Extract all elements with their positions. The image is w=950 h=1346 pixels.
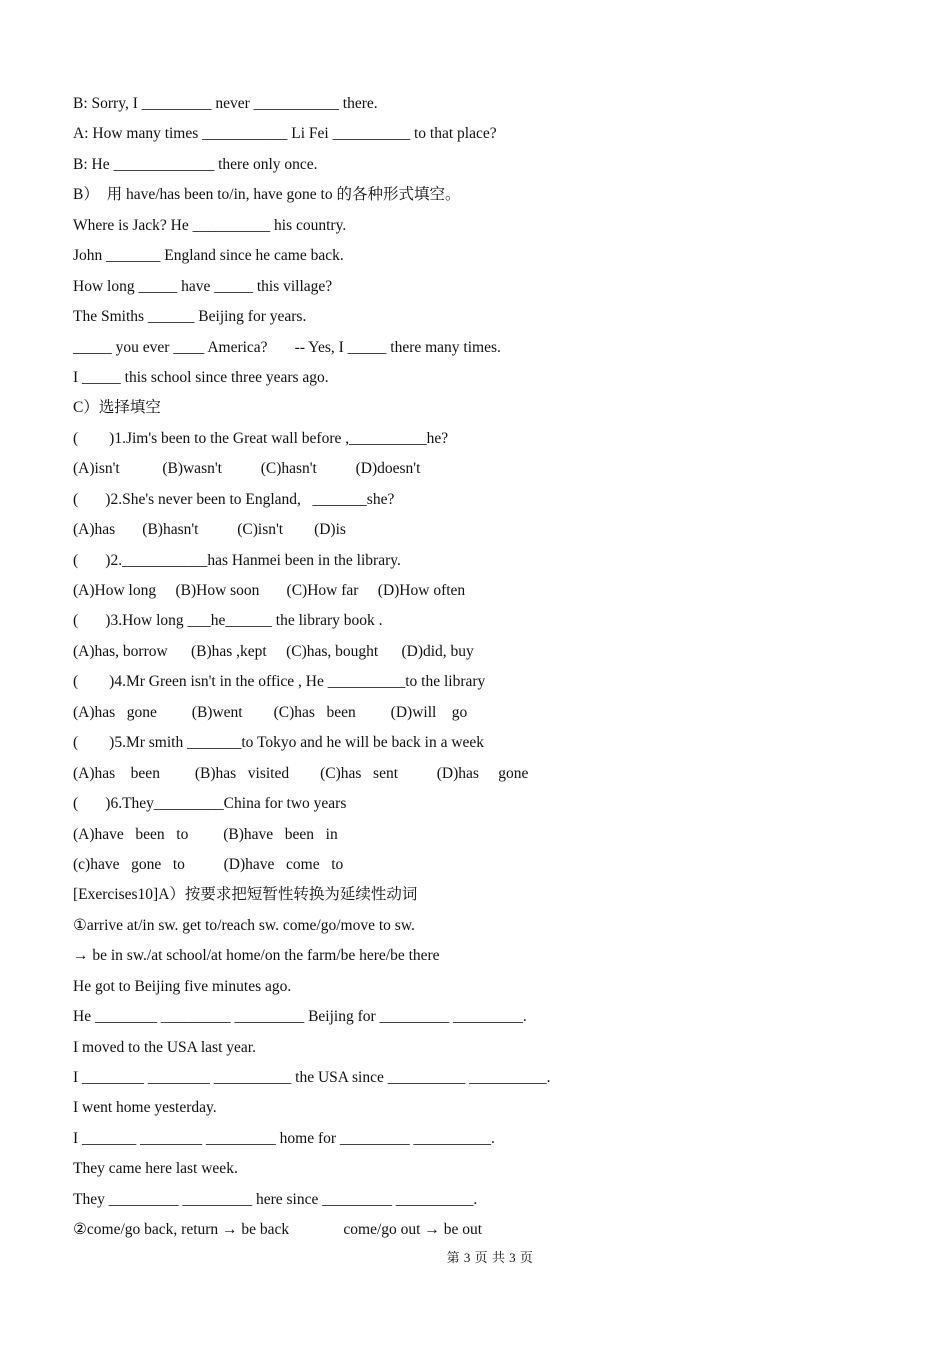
question-line: ( )3.How long ___he______ the library book . (73, 612, 383, 630)
options-line: (A)has (B)hasn't (C)isn't (D)is (73, 521, 346, 539)
text-line: I _______ ________ _________ home for _________ __________. (73, 1129, 495, 1147)
text-line: _____ you ever ____ America? -- Yes, I _____ there many times. (73, 338, 501, 356)
options-line: (A)How long (B)How soon (C)How far (D)How often (73, 582, 466, 599)
options-line: (A)has gone (B)went (C)has been (D)will go (73, 703, 468, 721)
text-line: They came here last week. (73, 1160, 238, 1178)
text-line: John _______ England since he came back. (73, 247, 344, 265)
exercises-heading: [Exercises10]A）按要求把短暂性转换为延续性动词 (73, 886, 418, 904)
options-line: (A)has been (B)has visited (C)has sent (D)has gone (73, 764, 529, 782)
question-line: ( )2.She's never been to England, _______she? (73, 490, 395, 508)
text-line: I ________ ________ __________ the USA since __________ __________. (73, 1069, 551, 1086)
question-line: ( )6.They_________China for two years (73, 795, 347, 813)
page-footer: 第 3 页 共 3 页 (446, 1250, 534, 1265)
question-line: ( )1.Jim's been to the Great wall before ,__________he? (73, 429, 449, 447)
text-line: They _________ _________ here since _________ __________. (73, 1190, 478, 1208)
text-line: Where is Jack? He __________ his country. (73, 216, 347, 234)
options-line: (A)isn't (B)wasn't (C)hasn't (D)doesn't (73, 460, 421, 478)
text-line: I _____ this school since three years ago. (73, 368, 329, 386)
rule-line: ①arrive at/in sw. get to/reach sw. come/go/move to sw. (73, 916, 415, 934)
question-line: ( )2.___________has Hanmei been in the library. (73, 551, 401, 569)
exercise-content (73, 89, 893, 1246)
text-line: I moved to the USA last year. (73, 1038, 256, 1056)
text-line: The Smiths ______ Beijing for years. (73, 308, 307, 326)
options-line: (A)have been to (B)have been in (73, 825, 338, 843)
question-line: ( )4.Mr Green isn't in the office , He __________to the library (73, 673, 486, 691)
question-line: ( )5.Mr smith _______to Tokyo and he will be back in a week (73, 734, 485, 752)
section-heading-c: C）选择填空 (73, 399, 161, 417)
rule-line: → be in sw./at school/at home/on the farm/be here/be there (73, 947, 440, 965)
rule-line: ②come/go back, return → be back come/go out → be out (73, 1221, 483, 1239)
text-line: I went home yesterday. (73, 1099, 217, 1117)
options-line: (c)have gone to (D)have come to (73, 855, 344, 873)
text-line: B: Sorry, I _________ never ___________ there. (73, 95, 378, 112)
text-line: He got to Beijing five minutes ago. (73, 977, 292, 995)
text-line: A: How many times ___________ Li Fei __________ to that place? (73, 125, 497, 143)
text-line: How long _____ have _____ this village? (73, 277, 333, 295)
text-line: He ________ _________ _________ Beijing for _________ _________. (73, 1008, 527, 1026)
section-heading-b: B） 用 have/has been to/in, have gone to 的各种形式填空。 (73, 186, 461, 204)
text-line: B: He _____________ there only once. (73, 155, 318, 173)
options-line: (A)has, borrow (B)has ,kept (C)has, bought (D)did, buy (73, 642, 474, 660)
